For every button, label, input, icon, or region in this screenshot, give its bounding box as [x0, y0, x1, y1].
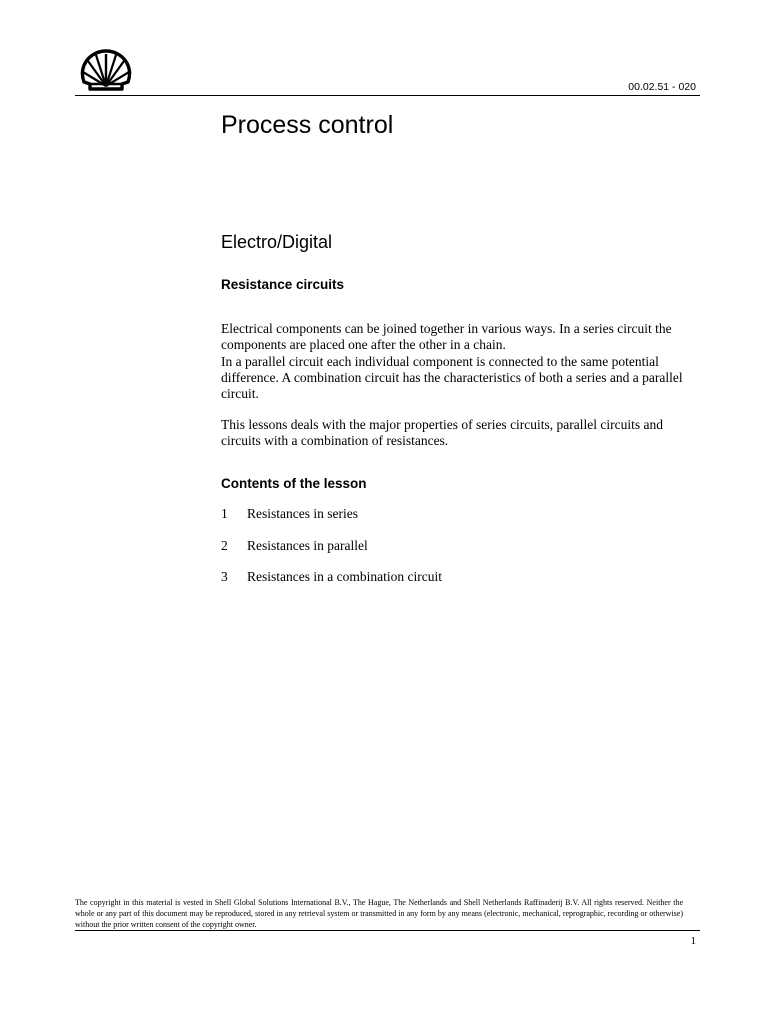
contents-list [221, 506, 442, 601]
page-title: Process control [221, 111, 394, 139]
page-subtitle: Electro/Digital [221, 232, 333, 252]
header-divider [75, 95, 700, 96]
document-number: 00.02.51 - 020 [628, 81, 696, 93]
list-item-label: Resistances in a combination circuit [247, 569, 442, 584]
contents-heading: Contents of the lesson [221, 476, 367, 491]
intro-text [221, 321, 691, 402]
footer-divider [75, 930, 700, 931]
paragraph: This lessons deals with the major properties of series circuits, parallel circuits and circuits with a combination of resistances. [221, 417, 663, 449]
section-heading: Resistance circuits [221, 277, 345, 292]
list-item-label: Resistances in series [247, 506, 358, 521]
paragraph: In a parallel circuit each individual component is connected to the same potential difference. A combination circuit has the characteristics of both a series and a parallel circuit. [221, 353, 683, 402]
list-item [221, 506, 442, 538]
list-item-number: 3 [221, 569, 228, 584]
copyright-notice: The copyright in this material is vested in Shell Global Solutions International B.V., The Hague, The Netherlands and Shell Netherlands Raffinaderij B.V. All rights reserved. Neither the whole or any part of this document may be reproduced, stored in any retrieval system or transmitted in any form by any means (electronic, mechanical, reprographic, recording or otherwise) without the prior written consent of the copyright owner. [75, 898, 683, 929]
list-item [221, 569, 442, 601]
shell-logo [78, 48, 134, 92]
list-item-label: Resistances in parallel [247, 537, 368, 553]
lesson-scope-text [221, 417, 691, 450]
page-number: 1 [690, 935, 696, 947]
list-item [221, 538, 442, 570]
list-item-number: 2 [221, 537, 228, 553]
shell-pecten-icon [78, 48, 134, 92]
list-item-number: 1 [221, 506, 228, 521]
paragraph: Electrical components can be joined together in various ways. In a series circuit the components are placed one after the other in a chain. [221, 321, 672, 353]
